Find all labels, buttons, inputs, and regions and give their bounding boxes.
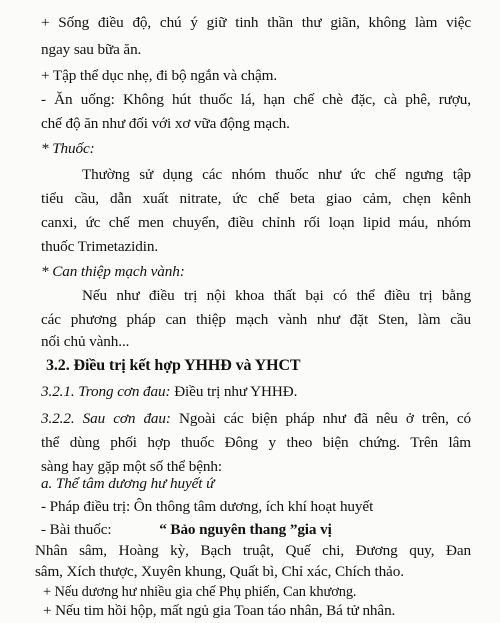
- subsection-text: Điều trị như YHHĐ.: [174, 383, 298, 400]
- text-line: + Nếu tim hồi hộp, mất ngủ gia Toan táo nhân, Bá tử nhân.: [43, 602, 396, 619]
- section-heading: 3.2. Điều trị kết hợp YHHĐ và YHCT: [46, 357, 301, 374]
- text-line: thể dùng phối hợp thuốc Đông y theo biện chứng. Trên lâm: [41, 434, 471, 451]
- section-label-medication: * Thuốc:: [41, 140, 95, 157]
- prescription-label: - Bài thuốc:: [41, 521, 112, 538]
- section-label-intervention: * Can thiệp mạch vành:: [41, 263, 185, 280]
- text-line: + Sống điều độ, chú ý giữ tinh thần thư giãn, không làm việc: [41, 14, 471, 31]
- text-line: nối chủ vành...: [41, 333, 130, 350]
- text-line: + Tập thể dục nhẹ, đi bộ ngắn và chậm.: [41, 67, 278, 84]
- text-line: canxi, ức chế men chuyển, điều chỉnh rối loạn lipid máu, nhóm: [41, 214, 471, 231]
- subsection-text: Ngoài các biện pháp như đã nêu ở trên, có: [178, 410, 471, 427]
- text-line: thuốc Trimetazidin.: [41, 238, 159, 255]
- text-line: ngay sau bữa ăn.: [41, 41, 142, 58]
- text-line: Nhân sâm, Hoàng kỳ, Bạch truật, Quế chi, Đương quy, Đan: [35, 542, 471, 559]
- text-line: chế độ ăn như đối với xơ vữa động mạch.: [41, 115, 290, 132]
- subsection-line: [41, 409, 471, 429]
- prescription-line: [41, 520, 471, 540]
- text-line: Thường sử dụng các nhóm thuốc như ức chế ngưng tập: [82, 166, 471, 183]
- text-line: sàng hay gặp một số thể bệnh:: [41, 458, 223, 475]
- text-line: Nếu như điều trị nội khoa thất bại có thể điều trị bằng: [82, 287, 471, 304]
- text-line: - Ăn uống: Không hút thuốc lá, hạn chế chè đặc, cà phê, rượu,: [41, 91, 471, 108]
- prescription-name: “ Bảo nguyên thang ”gia vị: [159, 521, 332, 538]
- text-line: tiểu cầu, dẫn xuất nitrate, ức chế beta giao cảm, chẹn kênh: [41, 190, 471, 207]
- subsection-label: 3.2.1. Trong cơn đau:: [41, 383, 171, 400]
- subsection-line: [41, 382, 471, 402]
- text-line: sâm, Xích thược, Xuyên khung, Quất bì, Chỉ xác, Chích thảo.: [35, 563, 404, 580]
- subsection-label: 3.2.2. Sau cơn đau:: [41, 410, 171, 427]
- text-line: + Nếu dương hư nhiều gia chế Phụ phiến, Can khương.: [43, 584, 357, 600]
- syndrome-title: a. Thể tâm dương hư huyết ứ: [41, 475, 215, 492]
- text-line: các phương pháp can thiệp mạch vành như đặt Sten, làm cầu: [41, 311, 471, 328]
- text-line: - Pháp điều trị: Ôn thông tâm dương, ích khí hoạt huyết: [41, 498, 374, 515]
